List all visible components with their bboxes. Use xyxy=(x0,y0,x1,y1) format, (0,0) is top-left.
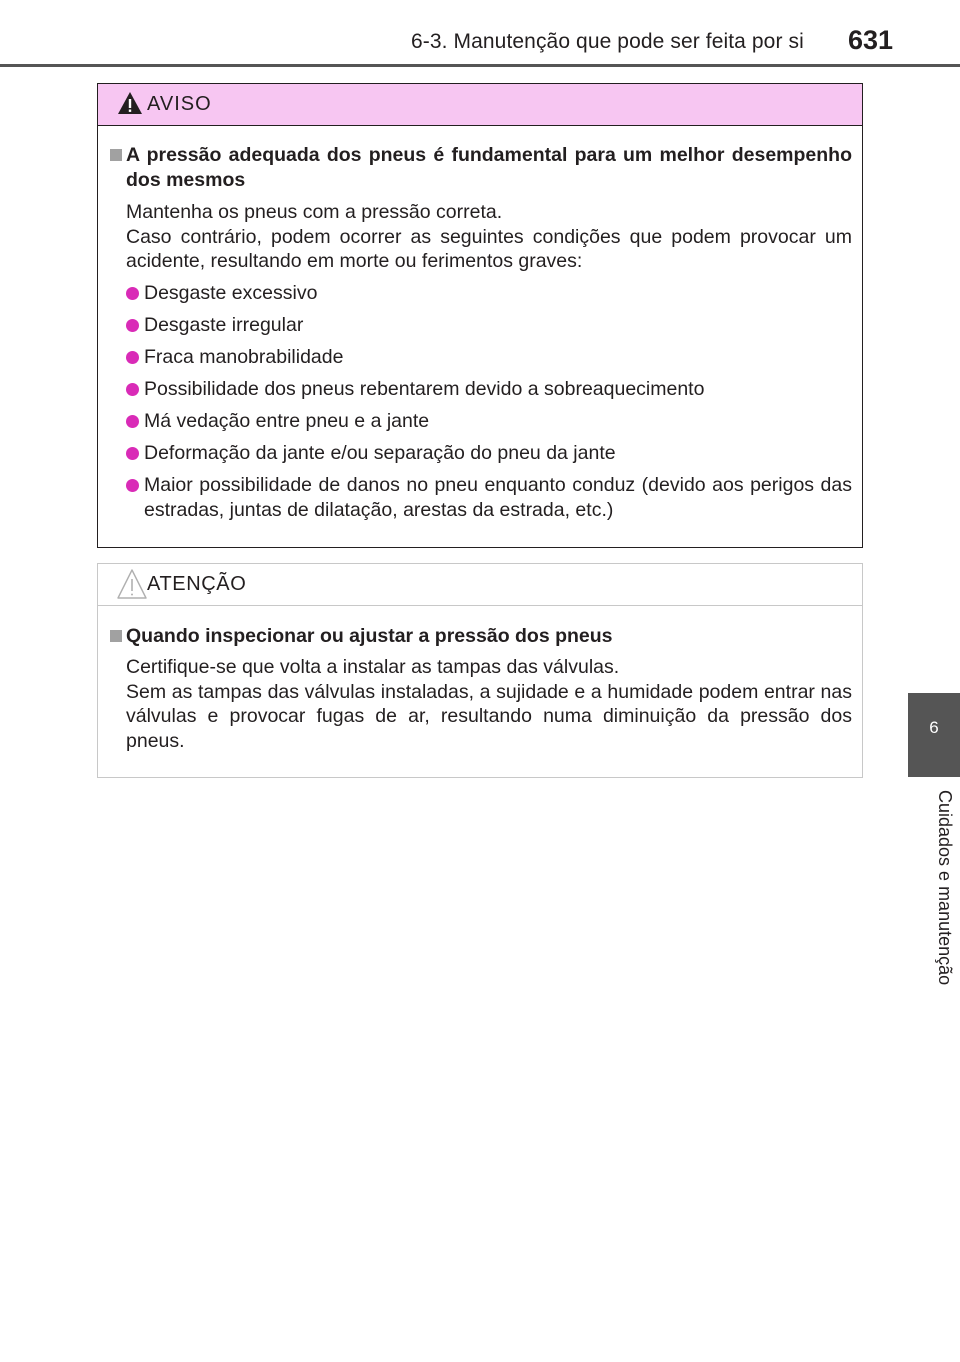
warning-box xyxy=(97,83,863,548)
warning-list-item: Desgaste irregular xyxy=(110,313,852,338)
warning-list-item: Desgaste excessivo xyxy=(110,281,852,306)
chapter-tab xyxy=(908,693,960,777)
square-bullet-icon xyxy=(110,630,122,642)
round-bullet-icon xyxy=(126,351,139,364)
running-header-title: 6-3. Manutenção que pode ser feita por si xyxy=(411,30,804,53)
caution-paragraph-line: Sem as tampas das válvulas instaladas, a sujidade e a humidade podem entrar nas válvulas e provocar fugas de ar, resultando numa diminuição da pressão dos pneus. xyxy=(126,680,852,752)
warning-list-item: Maior possibilidade de danos no pneu enquanto conduz (devido aos perigos das estradas, juntas de dilatação, arestas da estrada, etc.) xyxy=(110,473,852,522)
warning-header xyxy=(98,84,862,126)
chapter-number: 6 xyxy=(929,718,939,737)
caution-heading: Quando inspecionar ou ajustar a pressão dos pneus xyxy=(110,624,852,649)
page-number: 631 xyxy=(848,25,894,55)
warning-paragraph-line: Caso contrário, podem ocorrer as seguintes condições que podem provocar um acidente, resultando em morte ou ferimentos graves: xyxy=(126,225,852,272)
warning-paragraph xyxy=(110,200,852,274)
header-divider xyxy=(0,64,960,67)
warning-list-item: Má vedação entre pneu e a jante xyxy=(110,409,852,434)
round-bullet-icon xyxy=(126,479,139,492)
warning-heading: A pressão adequada dos pneus é fundamental para um melhor desempenho dos mesmos xyxy=(110,143,852,192)
warning-list-item: Deformação da jante e/ou separação do pneu da jante xyxy=(110,441,852,466)
warning-list-item: Possibilidade dos pneus rebentarem devido a sobreaquecimento xyxy=(110,377,852,402)
round-bullet-icon xyxy=(126,383,139,396)
caution-header xyxy=(98,564,862,606)
chapter-label: Cuidados e manutenção xyxy=(935,790,955,986)
caution-paragraph xyxy=(110,655,852,753)
caution-label: ATENÇÃO xyxy=(147,573,247,595)
warning-list-item: Fraca manobrabilidade xyxy=(110,345,852,370)
warning-label: AVISO xyxy=(147,93,212,115)
warning-paragraph-line: Mantenha os pneus com a pressão correta. xyxy=(126,201,503,223)
caution-paragraph-line: Certifique-se que volta a instalar as tampas das válvulas. xyxy=(126,656,620,678)
round-bullet-icon xyxy=(126,319,139,332)
warning-triangle-icon xyxy=(117,91,143,115)
warning-heading-block xyxy=(110,143,852,192)
square-bullet-icon xyxy=(110,149,122,161)
caution-box xyxy=(97,563,863,778)
round-bullet-icon xyxy=(126,415,139,428)
round-bullet-icon xyxy=(126,287,139,300)
caution-triangle-icon xyxy=(117,568,147,600)
round-bullet-icon xyxy=(126,447,139,460)
caution-heading-block xyxy=(110,624,852,649)
